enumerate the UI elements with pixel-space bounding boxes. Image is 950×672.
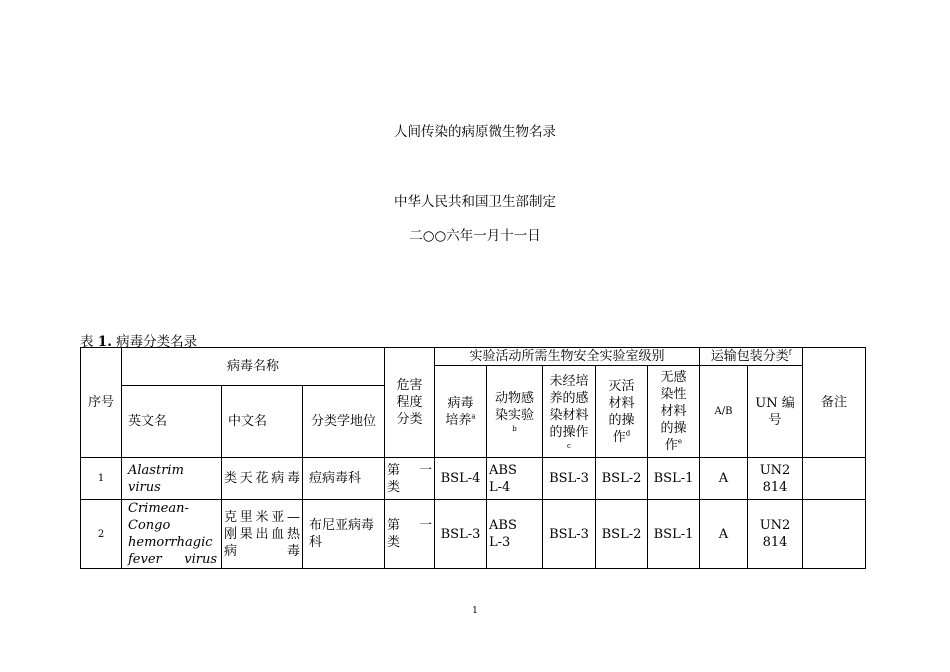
header-virus-culture: 病毒培养$^a$ [435, 366, 487, 458]
row-noninfectious: BSL-1 [648, 500, 700, 569]
row-uncultured: BSL-3 [543, 500, 596, 569]
row-taxonomy: 痘病毒科 [303, 458, 385, 500]
header-virus-name: 病毒名称 [122, 348, 385, 386]
header-seq: 序号 [81, 348, 122, 458]
row-uncultured: BSL-3 [543, 458, 596, 500]
header-remarks: 备注 [803, 348, 866, 458]
header-inactivated-material: 灭活材料的操作$^d$ [596, 366, 648, 458]
header-english-name: 英文名 [122, 386, 222, 458]
table-row [81, 458, 866, 500]
caption-number: 1. [97, 334, 112, 350]
row-chinese-name: 克里米亚—刚果出血热病毒 [222, 500, 303, 569]
caption-text: 病毒分类名录 [111, 334, 198, 350]
row-hazard: 第 一 类 [385, 500, 435, 569]
row-animal-infection: ABSL-4 [487, 458, 543, 500]
caption-prefix: 表 [80, 334, 98, 350]
virus-classification-table [80, 347, 866, 569]
header-animal-infection: 动物感染实验 b [487, 366, 543, 458]
row-chinese-name: 类天花病毒 [222, 458, 303, 500]
header-chinese-name: 中文名 [222, 386, 303, 458]
header-transport-group: 运输包装分类$^f$ [700, 348, 803, 366]
row-inactivated: BSL-2 [596, 500, 648, 569]
page-number: 1 [472, 606, 478, 616]
row-english-name: Alastrim virus [122, 458, 222, 500]
table-row [81, 500, 866, 569]
document-issuer: 中华人民共和国卫生部制定 [394, 194, 556, 210]
header-row-1 [81, 348, 866, 366]
header-ab: A/B [700, 366, 748, 458]
row-virus-culture: BSL-3 [435, 500, 487, 569]
row-remarks [803, 458, 866, 500]
row-ab: A [700, 500, 748, 569]
header-hazard: 危害程度分类 [385, 348, 435, 458]
header-noninfectious-material: 无感染性材料的操作$^e$ [648, 366, 700, 458]
header-biosafety-group: 实验活动所需生物安全实验室级别 [435, 348, 700, 366]
row-animal-infection: ABSL-3 [487, 500, 543, 569]
row-un-number: UN2814 [748, 500, 803, 569]
row-inactivated: BSL-2 [596, 458, 648, 500]
row-english-name: Crimean-Congo hemorrhagic fever virus [122, 500, 222, 569]
header-taxonomy: 分类学地位 [303, 386, 385, 458]
row-seq: 1 [81, 458, 122, 500]
document-title: 人间传染的病原微生物名录 [394, 124, 556, 140]
row-ab: A [700, 458, 748, 500]
row-virus-culture: BSL-4 [435, 458, 487, 500]
header-uncultured-material: 未经培养的感染材料的操作 c [543, 366, 596, 458]
row-seq: 2 [81, 500, 122, 569]
header-un-number: UN 编号 [748, 366, 803, 458]
row-remarks [803, 500, 866, 569]
row-noninfectious: BSL-1 [648, 458, 700, 500]
row-un-number: UN2814 [748, 458, 803, 500]
document-date: 二○○六年一月十一日 [409, 228, 541, 244]
row-taxonomy: 布尼亚病毒科 [303, 500, 385, 569]
row-hazard: 第 一 类 [385, 458, 435, 500]
